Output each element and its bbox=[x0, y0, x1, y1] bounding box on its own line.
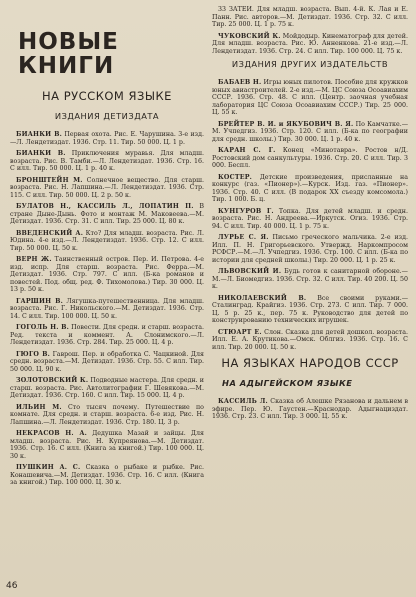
entry-author: ГАРШИН В. bbox=[16, 297, 64, 305]
bibliography-entry bbox=[212, 295, 408, 325]
left-entry-list bbox=[10, 131, 204, 487]
entry-text: Лягушка-путешественница. Для младш. возраста. Рис. Г. Никольского.—М. Детиздат. 1936. Стр. 14. С илл. Тир. 100 000. Ц. 50 к. bbox=[10, 297, 204, 320]
bibliography-entry bbox=[212, 234, 408, 264]
bibliography-entry bbox=[212, 121, 408, 144]
bibliography-entry bbox=[212, 79, 408, 117]
entry-author: БРОНШТЕЙН М. bbox=[16, 176, 83, 184]
entry-author: БИАНКИ В. bbox=[16, 150, 66, 157]
entry-author: БИАНКИ В. bbox=[16, 131, 62, 138]
columns bbox=[10, 6, 408, 591]
bibliography-entry bbox=[212, 147, 408, 170]
bibliography-entry bbox=[10, 150, 204, 173]
entry-text: Будь готов к санитарной обороне.—М.—Л. Биомедгиз. 1936. Стр. 32. С илл. Тир. 40 200. Ц. 50 к. bbox=[212, 268, 408, 290]
entry-text: Солнечное вещество. Для старш. возраста. Рис. Н. Лапшина.—Л. Лендетиздат. 1936. Стр. 115. С илл. Тир. 50 000. Ц. 2 р. 50 к. bbox=[10, 176, 204, 199]
entry-author: ГЮГО В. bbox=[16, 350, 51, 358]
entry-text: Подводные мастера. Для средн. и старш. возраста. Рис. Автолитографии Г. Шевякова.—М. Детиздат. 1936. Стр. 160. С илл. Тир. 15 000. Ц. 4 р. bbox=[10, 377, 204, 399]
entry-text: Первая охота. Рис. Е. Чарушина. 3-е изд.—Л. Лендетиздат. 1936. Стр. 11. Тир. 50 000. Ц. 1 р. bbox=[10, 131, 204, 146]
left-column bbox=[10, 6, 204, 591]
entry-author: ЗОЛОТОВСКИЙ К. bbox=[16, 377, 89, 384]
bibliography-entry bbox=[10, 404, 204, 427]
entry-author: ЧУКОВСКИЙ К. bbox=[218, 32, 281, 40]
entry-author: ВЕРН Ж. bbox=[16, 256, 52, 263]
entry-text: Топка. Для детей младш. и средн. возраста. Рис. Н. Андреева.—Иркутск. Огиз. 1936. Стр. 94. С илл. Тир. 40 000. Ц. 1 р. 75 к. bbox=[212, 207, 408, 230]
bibliography-entry bbox=[10, 298, 204, 321]
bibliography-entry bbox=[10, 430, 204, 460]
entry-author: ЛУРЬЕ С. Я. bbox=[218, 234, 269, 241]
entry-text: Детские произведения, присланные на конкурс (газ. «Пионер»).—Курск. Изд. газ. «Пионер». 1936. Стр. 40. С илл. (В подарок XX съезду комсомола.) Тир. 1 000. Б. ц. bbox=[212, 173, 408, 203]
entry-author: КУНГУРОВ Г. bbox=[218, 207, 274, 215]
bibliography-entry bbox=[10, 131, 204, 146]
bibliography-entry bbox=[212, 268, 408, 291]
subsection-title-adyghe: НА АДЫГЕЙСКОМ ЯЗЫКЕ bbox=[222, 378, 353, 388]
entry-text: Мойдодыр. Кинематограф для детей. Для младш. возраста. Рис. Ю. Анненкова. 21-е изд.—Л. Лендетиздат. 1936. Стр. 24. С илл. Тир. 100 000. Ц. 75 к. bbox=[212, 32, 408, 55]
entry-text: Гаврош. Пер. и обработка С. Чацкиной. Для средн. возраста.—М. Детиздат. 1936. Стр. 55. С илл. Тир. 50 000. Ц. 90 к. bbox=[10, 350, 204, 373]
entry-author: КОСТЕР. bbox=[218, 173, 253, 181]
entry-text: Дедушка Мазай и зайцы. Для младш. возраста. Рис. Н. Купреянова.—М. Детиздат. 1936. Стр. 16. С илл. (Книга за книгой.) Тир. 100 000. Ц. 30 к. bbox=[10, 430, 204, 460]
bibliography-entry bbox=[212, 208, 408, 231]
right-entry-list-mid bbox=[212, 79, 408, 351]
page-number: 46 bbox=[6, 581, 18, 591]
section-title-russian: НА РУССКОМ ЯЗЫКЕ bbox=[42, 89, 172, 103]
entry-author: НИКОЛАЕВСКИЙ В. bbox=[218, 294, 307, 302]
page-title: НОВЫЕ КНИГИ bbox=[18, 29, 119, 79]
bibliography-entry bbox=[212, 329, 408, 352]
bibliography-entry bbox=[10, 464, 204, 487]
right-entry-list-top bbox=[212, 6, 408, 55]
entry-text: Кто? Для младш. возраста. Рис. Л. Юдина. 4-е изд.—Л. Лендетиздат. 1936. Стр. 12. С илл. Тир. 50 000. Ц. 50 к. bbox=[10, 229, 204, 252]
entry-author: ПУШКИН А. С. bbox=[16, 464, 81, 471]
section-title-other-publishers: ИЗДАНИЯ ДРУГИХ ИЗДАТЕЛЬСТВ bbox=[231, 59, 389, 69]
entry-author: БАБАЕВ Н. bbox=[218, 79, 262, 86]
entry-text: Слон. Сказка для детей дошкол. возраста. Илл. Е. А. Крутикова.—Омск. Облгиз. 1936. Стр. 16. С илл. Тир. 20 000. Ц. 50 к. bbox=[212, 328, 408, 351]
bibliography-entry bbox=[10, 377, 204, 400]
bibliography-entry bbox=[10, 230, 204, 253]
entry-author: БУЛАТОВ Н., КАССИЛЬ Л., ЛОПАТИН П. bbox=[16, 203, 194, 210]
section-title-ussr-languages: НА ЯЗЫКАХ НАРОДОВ СССР bbox=[221, 356, 399, 370]
entry-text: Игры юных пилотов. Пособие для кружков юных авиастроителей. 2-е изд.—М. ЦС Союза Осоавиахим СССР. 1936. Стр. 48. С илл. (Центр. заочная учебная лаборатория ЦС Союза Осоавиахим СССР.) Тир. 25 000. Ц. 55 к. bbox=[212, 79, 408, 116]
entry-text: Сказка о рыбаке и рыбке. Рис. Конашевича.—М. Детиздат. 1936. Стр. 16. С илл. (Книга за книгой.) Тир. 100 000. Ц. 30 к. bbox=[10, 464, 204, 486]
entry-text: 33 ЗАТЕИ. Для младш. возраста. Вып. 4-й. К. Лая и Е. Панн. Рис. авторов.—М. Детиздат. 1936. Стр. 32. С илл. Тир. 25 000. Ц. 1 р. 75 к. bbox=[212, 6, 408, 28]
entry-text: В стране Дыне-Дынь. Фото и монтаж М. Маковеева.—М. Детиздат. 1936. Стр. 31. С илл. Тир. 25 000. Ц. 80 к. bbox=[10, 203, 204, 225]
entry-text: Письмо греческого мальчика. 2-е изд. Илл. П. Н. Григорьевского. Утвержд. Наркомпросом РСФСР.—М.—Л. Учпедгиз. 1936. Стр. 100. С илл. (Б-ка по истории для средней школы.) Тир. 20 000. Ц. 1 р. 25 к. bbox=[212, 234, 408, 264]
entry-author: КАССИЛЬ Л. bbox=[218, 398, 268, 405]
entry-text: Все своими руками.—Сталинград. Крайгиз. 1936. Стр. 273. С илл. Тир. 7 000. Ц. 5 р. 25 к., пер. 75 к. Руководство для детей по конструированию технических игрушек. bbox=[212, 294, 408, 324]
bibliography-entry bbox=[10, 177, 204, 200]
entry-text: Приключения муравья. Для младш. возраста. Рис. В. Тамби.—Л. Лендетиздат. 1936. Стр. 16. С илл. Тир. 50 000. Ц. 1 р. 40 к. bbox=[10, 150, 204, 172]
entry-author: БРЕЙТЕР В. И. и ЯКУБОВИЧ В. Я. bbox=[218, 120, 354, 128]
bibliography-entry bbox=[10, 203, 204, 226]
entry-author: НЕКРАСОВ Н. А. bbox=[16, 430, 88, 437]
bibliography-entry bbox=[212, 398, 408, 421]
bibliography-entry bbox=[212, 33, 408, 56]
entry-author: ИЛЬИН М. bbox=[16, 403, 62, 411]
bibliography-entry bbox=[212, 6, 408, 29]
bibliography-entry bbox=[10, 351, 204, 374]
entry-author: ВВЕДЕНСКИЙ А. bbox=[16, 229, 84, 237]
entry-text: Конец «Минотавра». Ростов н/Д. Ростовский дом санкультуры. 1936. Стр. 20. С илл. Тир. 3 000. Беспл. bbox=[212, 147, 408, 169]
entry-author: ЛЬВОВСКИЙ И. bbox=[218, 268, 282, 275]
bibliography-entry bbox=[212, 174, 408, 204]
subsection-title-detizdat: ИЗДАНИЯ ДЕТИЗДАТА bbox=[54, 111, 160, 121]
bibliography-entry bbox=[10, 256, 204, 294]
entry-text: Повести. Для средн. и старш. возраста. Ред. текста и коммент. А. Слонимского.—Л. Лендетиздат. 1936. Стр. 284. Тир. 25 000. Ц. 4 р. bbox=[10, 324, 204, 346]
right-column bbox=[212, 6, 408, 591]
entry-text: Сказка об Алешке Рязанова и дальнем в эфире. Пер. Ю. Гаустен.—Краснодар. Адыгнациздат. 1936. Стр. 23. С илл. Тир. 3 000. Ц. 55 к. bbox=[212, 398, 408, 420]
entry-author: КАРАН С. Г. bbox=[218, 147, 276, 154]
bibliography-entry bbox=[10, 324, 204, 347]
entry-text: По Камчатке.—М. Учпедгиз. 1936. Стр. 120. С илл. (Б-ка по географии для средн. школы.) Тир. 30 000. Ц. 1 р. 40 к. bbox=[212, 120, 408, 143]
entry-text: Таинственный остров. Пер. И. Петрова. 4-е изд. испр. Для старш. возраста. Рис. Ферра.—М. Детиздат. 1936. Стр. 797. С илл. (Б-ка романов и повестей. Под. общ. ред. Ф. Тихомолова.) Тир. 30 000. Ц. 13 р. 50 к. bbox=[10, 256, 204, 293]
entry-text: Сто тысяч почему. Путешествие по комнате. Для средн. и старш. возраста. 6-е изд. Рис. Н. Лапшина.—Л. Лендетиздат. 1936. Стр. 180. Ц. 3 р. bbox=[10, 403, 204, 426]
entry-author: ГОГОЛЬ Н. В. bbox=[16, 324, 70, 331]
right-entry-list-bottom bbox=[212, 398, 408, 421]
entry-author: СТЮАРТ Е. bbox=[218, 328, 262, 336]
